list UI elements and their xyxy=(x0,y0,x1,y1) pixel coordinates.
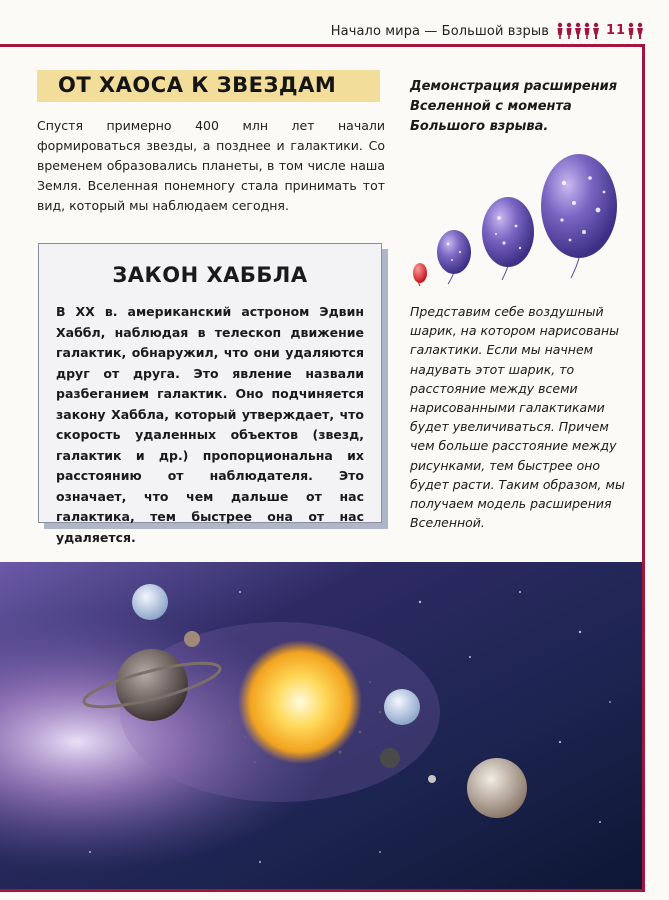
hubble-law-title: ЗАКОН ХАББЛА xyxy=(112,263,308,287)
page-frame-right xyxy=(642,44,645,892)
solar-system-illustration xyxy=(0,562,642,889)
page-frame-top xyxy=(0,44,645,47)
balloon-explanation: Представим себе воздушный шарик, на котором нарисованы галактики. Если мы начнем надувать этот шарик, то расстояние между всеми нарисованными галактиками будет увеличиваться. Причем чем больше расстояние между рисунками, тем быстрее оно будет расти. Таким образом, мы получаем модель расширения Вселенной. xyxy=(410,304,625,531)
hubble-law-box xyxy=(38,243,382,545)
intro-paragraph: Спустя примерно 400 млн лет начали формироваться звезды, а позднее и галактики. Со временем образовались планеты, в том числе наша Земля. Вселенная понемногу стала принимать тот вид, который мы наблюдаем сегодня. xyxy=(37,118,385,213)
section-title: ОТ ХАОСА К ЗВЕЗДАМ xyxy=(58,73,337,97)
running-header: Начало мира — Большой взрыв xyxy=(330,24,549,39)
balloon-caption: Демонстрация расширения Вселенной с момента Большого взрыва. xyxy=(410,79,618,134)
people-icon xyxy=(556,22,602,40)
people-pair-icon xyxy=(627,22,645,40)
page-number: 11 xyxy=(606,23,627,38)
hubble-law-text: В XX в. американский астроном Эдвин Хаббл, наблюдая в телескоп движение галактик, обнаружил, что они удаляются друг от друга. Это явление назвали разбеганием галактик. Оно подчиняется закону Хаббла, который утверждает, что скорость удаленных объектов (звезд, галактик и др.) пропорциональна их расстоянию от наблюдателя. Это означает, что чем дальше от нас галактика, тем быстрее она от нас удаляется. xyxy=(56,304,364,545)
balloon-illustration xyxy=(404,148,624,288)
page-frame-bottom xyxy=(0,889,645,892)
